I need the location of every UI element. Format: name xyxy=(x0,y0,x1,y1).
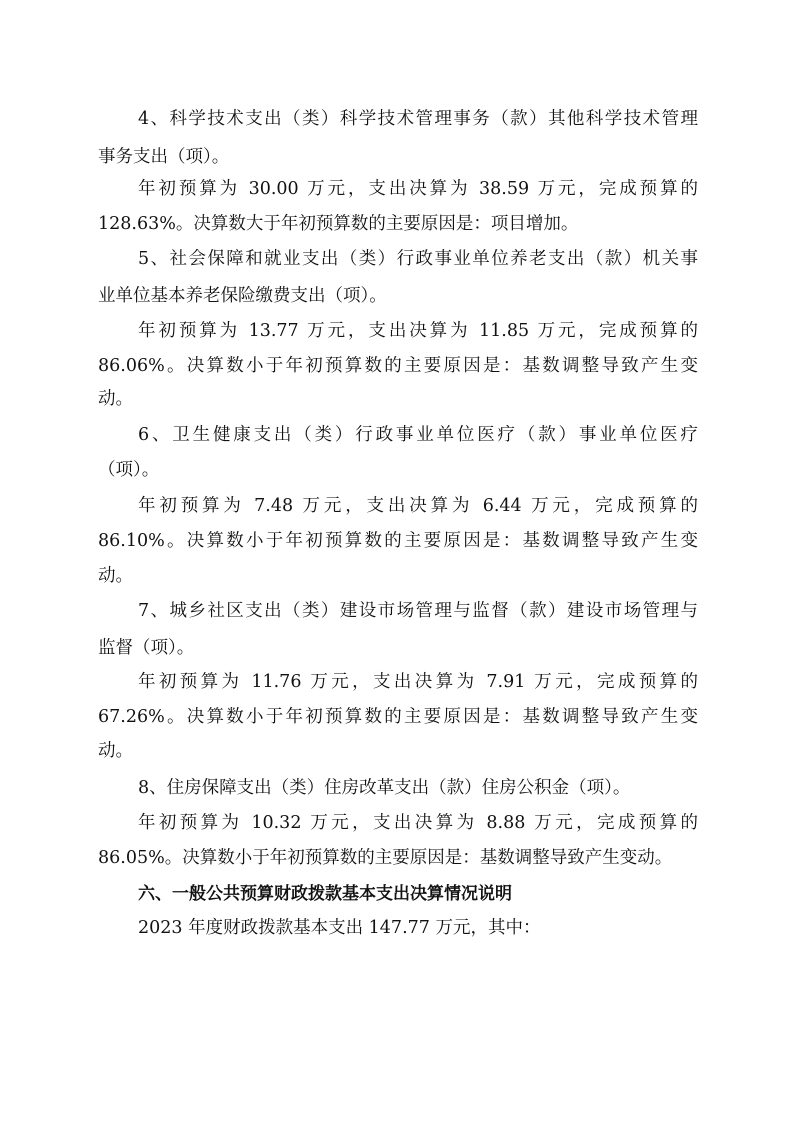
item-5-detail-line-2: 86.06%。决算数小于年初预算数的主要原因是：基数调整导致产生变 xyxy=(98,356,698,376)
item-8-detail-line-1: 年初预算为 10.32 万元，支出决算为 8.88 万元，完成预算的 xyxy=(138,813,698,833)
item-7-detail-line-2: 67.26%。决算数小于年初预算数的主要原因是：基数调整导致产生变 xyxy=(98,707,698,727)
item-7-detail-line-3: 动。 xyxy=(98,741,133,761)
item-4-detail-line-2: 128.63%。决算数大于年初预算数的主要原因是：项目增加。 xyxy=(98,214,579,234)
item-5-detail-line-3: 动。 xyxy=(98,389,133,409)
section-six-intro: 2023 年度财政拨款基本支出 147.77 万元，其中： xyxy=(138,918,541,938)
item-6-heading-line-1: 6、卫生健康支出（类）行政事业单位医疗（款）事业单位医疗 xyxy=(138,425,698,445)
item-4-heading-line-2: 事务支出（项）。 xyxy=(98,147,230,167)
item-7-detail-line-1: 年初预算为 11.76 万元，支出决算为 7.91 万元，完成预算的 xyxy=(138,672,698,692)
section-six-title: 六、一般公共预算财政拨款基本支出决算情况说明 xyxy=(138,884,512,904)
item-8-heading-line-1: 8、住房保障支出（类）住房改革支出（款）住房公积金（项）。 xyxy=(138,778,631,798)
item-4-detail-line-1: 年初预算为 30.00 万元，支出决算为 38.59 万元，完成预算的 xyxy=(138,179,698,199)
item-8-detail-line-2: 86.05%。决算数小于年初预算数的主要原因是：基数调整导致产生变动。 xyxy=(98,848,673,868)
item-6-detail-line-3: 动。 xyxy=(98,566,133,586)
item-6-detail-line-2: 86.10%。决算数小于年初预算数的主要原因是：基数调整导致产生变 xyxy=(98,531,698,551)
item-6-detail-line-1: 年初预算为 7.48 万元，支出决算为 6.44 万元，完成预算的 xyxy=(138,496,698,516)
item-6-heading-line-2: （项）。 xyxy=(98,460,160,480)
item-5-detail-line-1: 年初预算为 13.77 万元，支出决算为 11.85 万元，完成预算的 xyxy=(138,321,698,341)
item-7-heading-line-1: 7、城乡社区支出（类）建设市场管理与监督（款）建设市场管理与 xyxy=(138,601,698,621)
item-5-heading-line-1: 5、社会保障和就业支出（类）行政事业单位养老支出（款）机关事 xyxy=(138,249,698,269)
item-7-heading-line-2: 监督（项）。 xyxy=(98,638,195,658)
item-4-heading-line-1: 4、科学技术支出（类）科学技术管理事务（款）其他科学技术管理 xyxy=(138,109,698,129)
item-5-heading-line-2: 业单位基本养老保险缴费支出（项）。 xyxy=(98,286,387,306)
